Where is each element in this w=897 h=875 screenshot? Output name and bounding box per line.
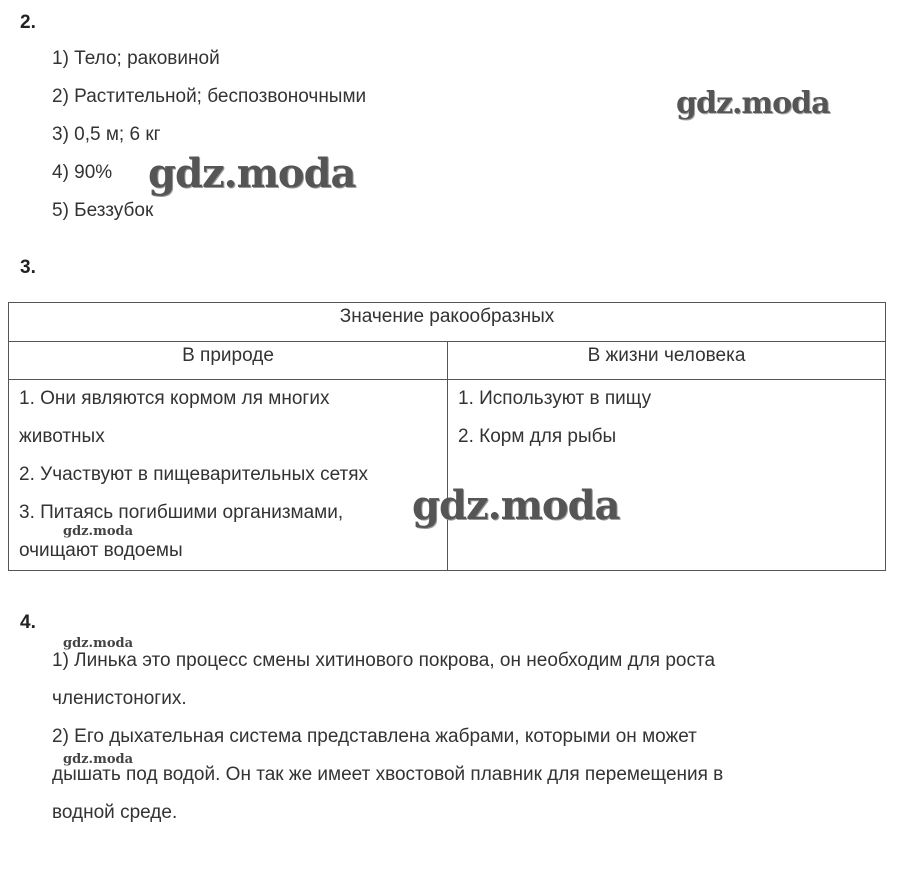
watermark: gdz.moda bbox=[148, 150, 356, 197]
human-life-line-2: 2. Корм для рыбы bbox=[458, 426, 617, 447]
watermark: gdz.moda bbox=[676, 86, 830, 121]
nature-line-5: очищают водоемы bbox=[19, 540, 183, 561]
column-header-nature: В природе bbox=[9, 342, 448, 380]
task-2-number: 2. bbox=[20, 12, 36, 33]
nature-line-3: 2. Участвуют в пищеварительных сетях bbox=[19, 464, 369, 485]
nature-line-4: 3. Питаясь погибшими организмами, bbox=[19, 502, 344, 523]
task-4-line-3: 2) Его дыхательная система представлена жабрами, которыми он может bbox=[52, 726, 697, 747]
task-2-answer-5: 5) Беззубок bbox=[52, 200, 154, 221]
task-2-answer-2: 2) Растительной; беспозвоночными bbox=[52, 86, 367, 107]
task-4-line-5: водной среде. bbox=[52, 802, 178, 823]
cell-nature bbox=[9, 380, 448, 571]
cell-human-life bbox=[448, 380, 886, 571]
task-3-number: 3. bbox=[20, 257, 36, 278]
crustacean-value-table bbox=[8, 302, 886, 571]
nature-line-1: 1. Они являются кормом ля многих bbox=[19, 388, 330, 409]
task-2-answer-3: 3) 0,5 м; 6 кг bbox=[52, 124, 161, 145]
task-4-number: 4. bbox=[20, 612, 36, 633]
nature-line-2: животных bbox=[19, 426, 105, 447]
task-2-answer-4: 4) 90% bbox=[52, 162, 113, 183]
watermark: gdz.moda bbox=[63, 752, 134, 767]
task-2-answer-1: 1) Тело; раковиной bbox=[52, 48, 220, 69]
task-4-line-2: членистоногих. bbox=[52, 688, 187, 709]
column-header-human-life: В жизни человека bbox=[448, 342, 886, 380]
human-life-line-1: 1. Используют в пищу bbox=[458, 388, 652, 409]
task-4-line-1: 1) Линька это процесс смены хитинового покрова, он необходим для роста bbox=[52, 650, 716, 671]
task-4-line-4: дышать под водой. Он так же имеет хвостовой плавник для перемещения в bbox=[52, 764, 724, 785]
watermark: gdz.moda bbox=[63, 524, 134, 539]
table-title: Значение ракообразных bbox=[9, 303, 886, 342]
watermark: gdz.moda bbox=[412, 482, 620, 529]
watermark: gdz.moda bbox=[63, 636, 134, 651]
